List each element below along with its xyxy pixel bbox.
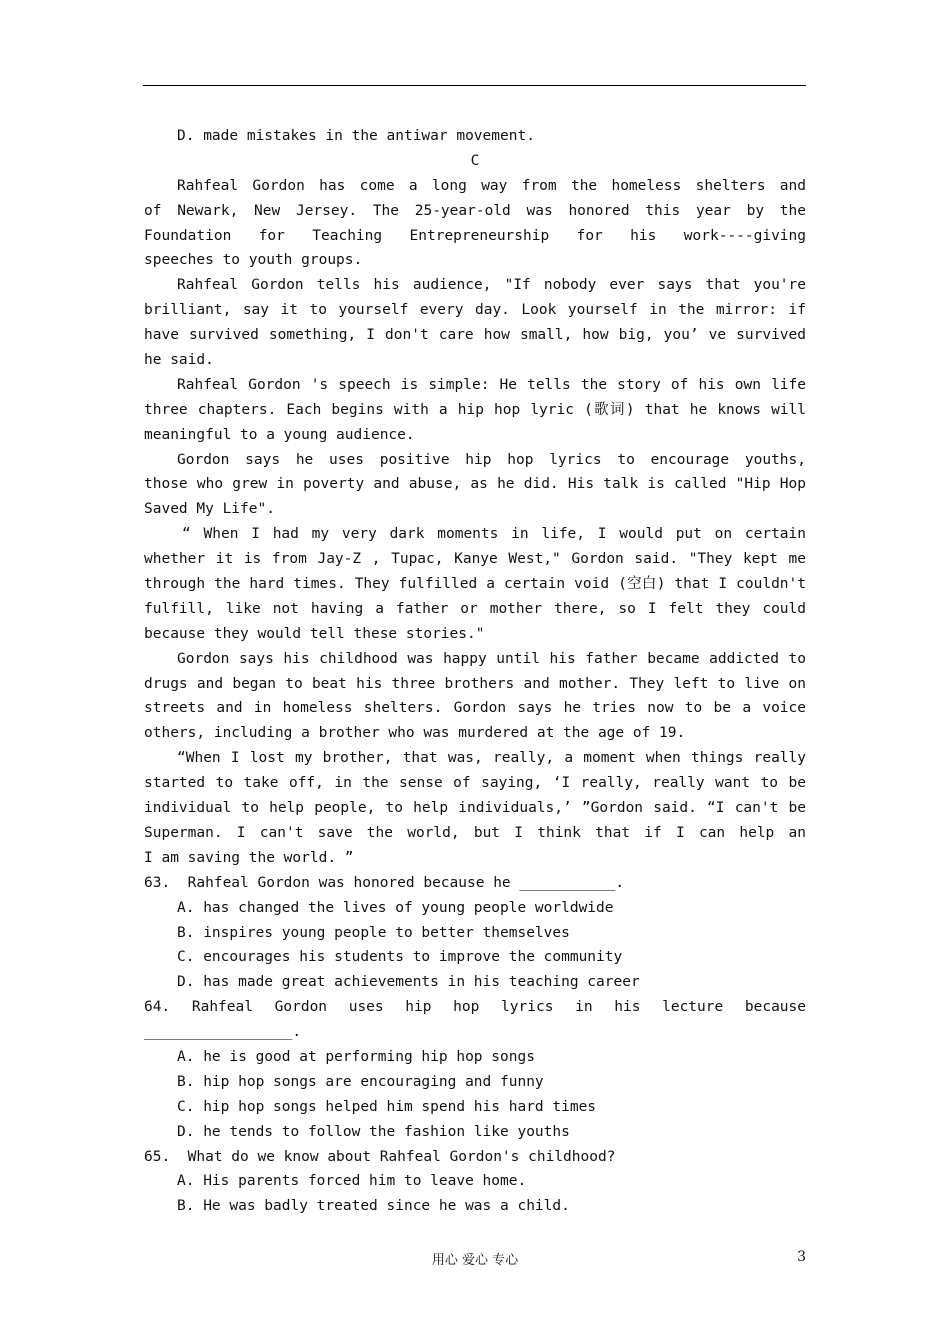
text-line: speeches to youth groups. (144, 252, 363, 269)
text-line: started to take off, in the sense of saying, ‘I really, really want to be (144, 775, 806, 792)
text-line: D. made mistakes in the antiwar movement. (177, 128, 535, 144)
text-line: brilliant, say it to yourself every day. Look yourself in the mirror: if (144, 302, 806, 319)
text-line: A. has changed the lives of young people worldwide (177, 899, 614, 916)
text-line: Superman. I can't save the world, but I think that if I can help an (144, 824, 806, 841)
page-number: 3 (797, 1249, 806, 1265)
text-line: “When I lost my brother, that was, really, a moment when things really (177, 750, 806, 767)
text-line: 65. What do we know about Rahfeal Gordon's childhood? (144, 1148, 616, 1165)
text-line: 64. Rahfeal Gordon uses hip hop lyrics in his lecture because (144, 999, 806, 1016)
text-line: B. hip hop songs are encouraging and funny (177, 1073, 544, 1090)
text-line: individual to help people, to help individuals,’ ”Gordon said. “I can't be (144, 800, 806, 817)
text-line: streets and in homeless shelters. Gordon says he tries now to be a voice (144, 700, 806, 717)
text-line: three chapters. Each begins with a hip hop lyric (歌词) that he knows will (144, 401, 806, 418)
text-line: Gordon says he uses positive hip hop lyrics to encourage youths, (177, 451, 806, 468)
text-line: Foundation for Teaching Entrepreneurship for his work----giving (144, 227, 806, 244)
text-line: D. has made great achievements in his teaching career (177, 974, 640, 991)
text-line: because they would tell these stories." (144, 625, 485, 642)
text-line: Rahfeal Gordon 's speech is simple: He tells the story of his own life (177, 376, 806, 393)
text-line: C. encourages his students to improve the community (177, 949, 623, 966)
text-line: _________________. (144, 1024, 302, 1041)
text-line: have survived something, I don't care how small, how big, you’ ve survived (144, 327, 806, 344)
text-line: “ When I had my very dark moments in life, I would put on certain (182, 526, 806, 543)
text-line: through the hard times. They fulfilled a certain void (空白) that I couldn't (144, 576, 806, 593)
text-line: those who grew in poverty and abuse, as he did. His talk is called "Hip Hop (144, 476, 806, 493)
text-line: B. inspires young people to better themselves (177, 924, 570, 941)
text-line: fulfill, like not having a father or mother there, so I felt they could (144, 600, 806, 617)
text-line: whether it is from Jay-Z , Tupac, Kanye West," Gordon said. "They kept me (144, 551, 806, 568)
text-line: A. His parents forced him to leave home. (177, 1173, 527, 1190)
text-line: C (470, 152, 480, 169)
document-body (144, 124, 806, 1219)
text-line: D. he tends to follow the fashion like youths (177, 1123, 570, 1140)
text-line: he said. (144, 352, 214, 369)
text-line: C. hip hop songs helped him spend his hard times (177, 1098, 597, 1115)
text-line: Rahfeal Gordon tells his audience, "If nobody ever says that you're (177, 277, 806, 294)
text-line: drugs and began to beat his three brothers and mother. They left to live on (144, 675, 806, 692)
text-line: Saved My Life". (144, 501, 275, 518)
text-line: meaningful to a young audience. (144, 426, 415, 443)
text-line: others, including a brother who was murdered at the age of 19. (144, 725, 686, 742)
text-line: 63. Rahfeal Gordon was honored because he ___________. (144, 874, 625, 891)
footer-slogan: 用心 爱心 专心 (431, 1253, 519, 1268)
text-line: I am saving the world. ” (144, 849, 354, 866)
text-line: A. he is good at performing hip hop songs (177, 1048, 535, 1065)
text-line: B. He was badly treated since he was a child. (177, 1198, 570, 1215)
header-rule (143, 85, 806, 86)
text-line: Rahfeal Gordon has come a long way from the homeless shelters and (177, 177, 806, 194)
text-line: Gordon says his childhood was happy until his father became addicted to (177, 650, 806, 667)
text-line: of Newark, New Jersey. The 25-year-old was honored this year by the (144, 202, 806, 219)
